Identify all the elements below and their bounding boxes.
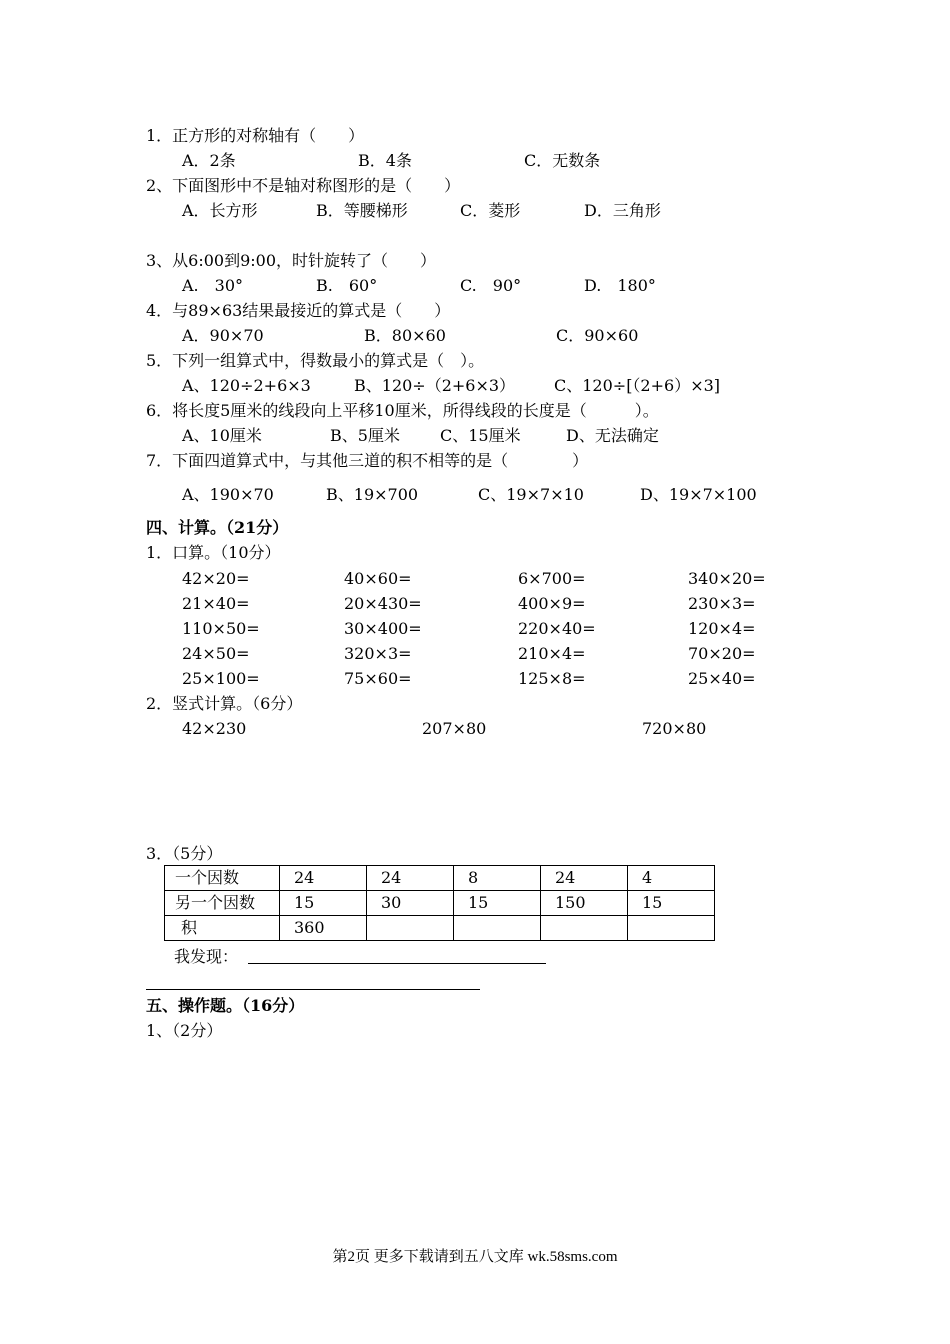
oral-item: 21×40=	[182, 594, 250, 613]
oral-item: 30×400=	[344, 619, 422, 638]
table-cell: 30	[367, 891, 454, 916]
q3-stem: 3、从6:00到9:00，时针旋转了（ ）	[146, 251, 437, 270]
table-cell: 一个因数	[165, 866, 280, 891]
table-row	[165, 891, 715, 916]
table-cell: 24	[367, 866, 454, 891]
q7-option-b: B、19×700	[326, 485, 419, 504]
vertical-item: 720×80	[642, 719, 707, 738]
q7-option-c: C、19×7×10	[478, 485, 584, 504]
section5-title: 五、操作题。（16分）	[146, 996, 305, 1015]
table-cell: 8	[454, 866, 541, 891]
operation-item-1: 1、（2分）	[146, 1021, 223, 1040]
table-cell-blank[interactable]	[628, 916, 715, 941]
q1-option-a: A．2条	[182, 151, 236, 170]
q6-option-a: A、10厘米	[182, 426, 262, 445]
table-cell: 4	[628, 866, 715, 891]
table-cell-blank[interactable]	[454, 916, 541, 941]
q1-stem: 1．正方形的对称轴有（ ）	[146, 126, 365, 145]
table-row	[165, 916, 715, 941]
table-cell: 150	[541, 891, 628, 916]
oral-item: 24×50=	[182, 644, 250, 663]
oral-item: 400×9=	[518, 594, 586, 613]
q2-option-a: A．长方形	[182, 201, 258, 220]
q2-option-c: C．菱形	[460, 201, 521, 220]
oral-item: 320×3=	[344, 644, 412, 663]
q2-option-d: D．三角形	[584, 201, 661, 220]
oral-item: 70×20=	[688, 644, 756, 663]
q6-option-b: B、5厘米	[330, 426, 400, 445]
q3-option-b: B. 60°	[316, 276, 378, 295]
table-question-title: 3．（5分）	[146, 844, 223, 863]
q4-option-a: A．90×70	[182, 326, 264, 345]
q3-option-d: D. 180°	[584, 276, 656, 295]
factor-table	[164, 865, 715, 941]
oral-item: 42×20=	[182, 569, 250, 588]
table-cell: 15	[454, 891, 541, 916]
table-row	[165, 866, 715, 891]
vertical-item: 207×80	[422, 719, 487, 738]
q5-option-b: B、120÷（2+6×3）	[354, 376, 516, 395]
q5-stem: 5．下列一组算式中，得数最小的算式是（ ）。	[146, 351, 485, 370]
q1-option-b: B．4条	[358, 151, 412, 170]
table-cell-blank[interactable]	[541, 916, 628, 941]
answer-line[interactable]	[248, 963, 546, 964]
q6-stem: 6．将长度5厘米的线段向上平移10厘米，所得线段的长度是（ ）。	[146, 401, 659, 420]
q2-stem: 2、下面图形中不是轴对称图形的是（ ）	[146, 176, 461, 195]
q5-option-a: A、120÷2+6×3	[182, 376, 311, 395]
oral-calc-title: 1．口算。（10分）	[146, 543, 281, 562]
oral-item: 25×100=	[182, 669, 260, 688]
table-cell-blank[interactable]	[367, 916, 454, 941]
oral-item: 125×8=	[518, 669, 586, 688]
oral-item: 25×40=	[688, 669, 756, 688]
oral-item: 20×430=	[344, 594, 422, 613]
table-cell: 24	[280, 866, 367, 891]
oral-item: 340×20=	[688, 569, 766, 588]
q7-stem: 7．下面四道算式中，与其他三道的积不相等的是（ ）	[146, 451, 589, 470]
q3-option-c: C. 90°	[460, 276, 522, 295]
oral-item: 40×60=	[344, 569, 412, 588]
oral-item: 75×60=	[344, 669, 412, 688]
q4-stem: 4．与89×63结果最接近的算式是（ ）	[146, 301, 451, 320]
table-cell: 另一个因数	[165, 891, 280, 916]
answer-line[interactable]	[146, 989, 480, 990]
q7-option-a: A、190×70	[182, 485, 274, 504]
oral-item: 120×4=	[688, 619, 756, 638]
oral-item: 6×700=	[518, 569, 586, 588]
q6-option-d: D、无法确定	[566, 426, 659, 445]
q7-option-d: D、19×7×100	[640, 485, 757, 504]
table-cell: 积	[165, 916, 280, 941]
discovery-label: 我发现：	[174, 947, 239, 966]
q4-option-b: B．80×60	[364, 326, 446, 345]
vertical-calc-title: 2．竖式计算。（6分）	[146, 694, 303, 713]
q6-option-c: C、15厘米	[440, 426, 521, 445]
q2-option-b: B．等腰梯形	[316, 201, 408, 220]
table-cell: 360	[280, 916, 367, 941]
table-cell: 24	[541, 866, 628, 891]
page-footer: 第2页 更多下载请到五八文库 wk.58sms.com	[332, 1249, 618, 1265]
oral-item: 210×4=	[518, 644, 586, 663]
q5-option-c: C、120÷[（2+6）×3]	[554, 376, 721, 395]
vertical-item: 42×230	[182, 719, 247, 738]
oral-item: 220×40=	[518, 619, 596, 638]
oral-item: 110×50=	[182, 619, 260, 638]
oral-item: 230×3=	[688, 594, 756, 613]
q3-option-a: A. 30°	[182, 276, 244, 295]
table-cell: 15	[280, 891, 367, 916]
table-cell: 15	[628, 891, 715, 916]
q4-option-c: C．90×60	[556, 326, 639, 345]
q1-option-c: C．无数条	[524, 151, 601, 170]
section4-title: 四、计算。（21分）	[146, 518, 289, 537]
